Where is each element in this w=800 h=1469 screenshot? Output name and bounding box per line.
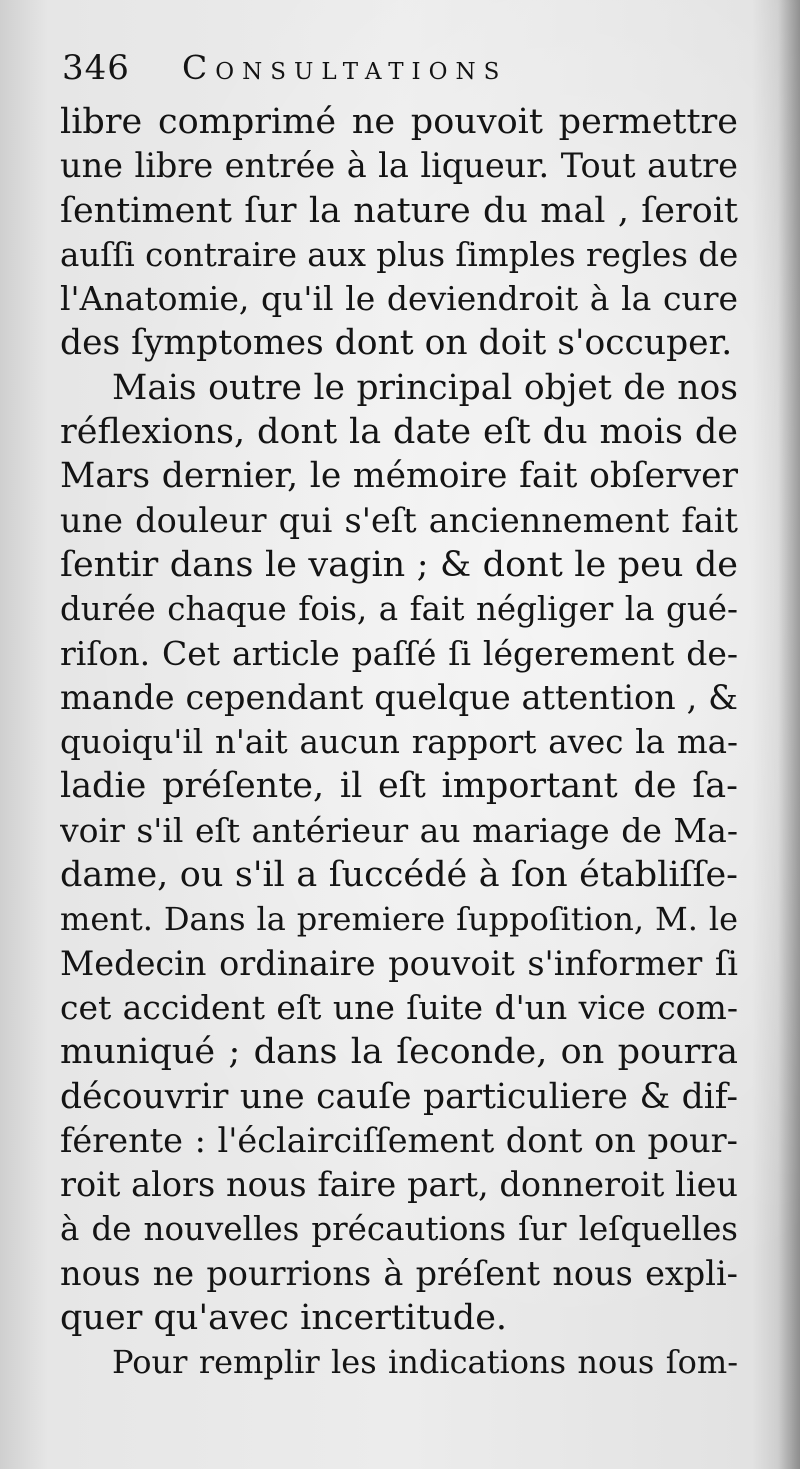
text-line: libre comprimé ne pouvoit permettre [60, 102, 738, 142]
text-line: des ſymptomes dont on doit s'occuper. [60, 323, 733, 364]
text-line: Medecin ordinaire pouvoit s'informer ſi [60, 943, 738, 983]
page-number: 346 [62, 48, 130, 88]
text-line: roit alors nous faire part, donneroit lieu [60, 1165, 738, 1205]
text-line: quer qu'avec incertitude. [60, 1298, 508, 1339]
text-line: auſſi contraire aux plus ſimples regles de [60, 235, 738, 274]
text-line: voir s'il eſt antérieur au mariage de Ma- [60, 810, 738, 850]
text-block [60, 100, 738, 1385]
text-line: quoiqu'il n'ait aucun rapport avec la ma- [60, 723, 738, 762]
text-line: ſentir dans le vagin ; & dont le peu de [60, 544, 738, 585]
text-line: l'Anatomie, qu'il le deviendroit à la cure [60, 279, 738, 319]
text-line: Mais outre le principal objet de nos [112, 367, 738, 408]
text-line: une libre entrée à la liqueur. Tout autre [60, 146, 738, 186]
text-line: Pour remplir les indications nous ſom- [112, 1343, 738, 1382]
text-line: à de nouvelles précautions ſur leſquelles [60, 1210, 738, 1249]
running-head: Consultations [182, 48, 508, 87]
page-header [62, 48, 752, 98]
text-line: mande cependant quelque attention , & [60, 677, 738, 717]
text-line: dame, ou s'il a ſuccédé à ſon établiſſe- [60, 855, 738, 896]
page-edge-shadow [778, 0, 800, 1469]
text-line: découvrir une cauſe particuliere & dif- [60, 1076, 738, 1117]
text-line: nous ne pourrions à préſent nous expli- [60, 1253, 738, 1293]
text-line: cet accident eſt une ſuite d'un vice com- [60, 987, 738, 1027]
text-line: Mars dernier, le mémoire fait obſerver [60, 456, 738, 497]
text-line: ſentiment ſur la nature du mal , ſeroit [60, 190, 738, 231]
text-line: férente : l'éclairciſſement dont on pour- [60, 1120, 738, 1160]
text-line: réflexions, dont la date eſt du mois de [60, 412, 738, 453]
text-line: ment. Dans la premiere ſuppoſition, M. le [60, 900, 738, 939]
text-line: une douleur qui s'eſt anciennement fait [60, 500, 738, 540]
text-line: muniqué ; dans la ſeconde, on pourra [60, 1032, 738, 1073]
text-line: riſon. Cet article paſſé ſi légerement de- [60, 633, 738, 673]
text-line: durée chaque fois, a fait négliger la gué- [60, 590, 738, 629]
text-line: ladie préſente, il eſt important de ſa- [60, 766, 738, 807]
